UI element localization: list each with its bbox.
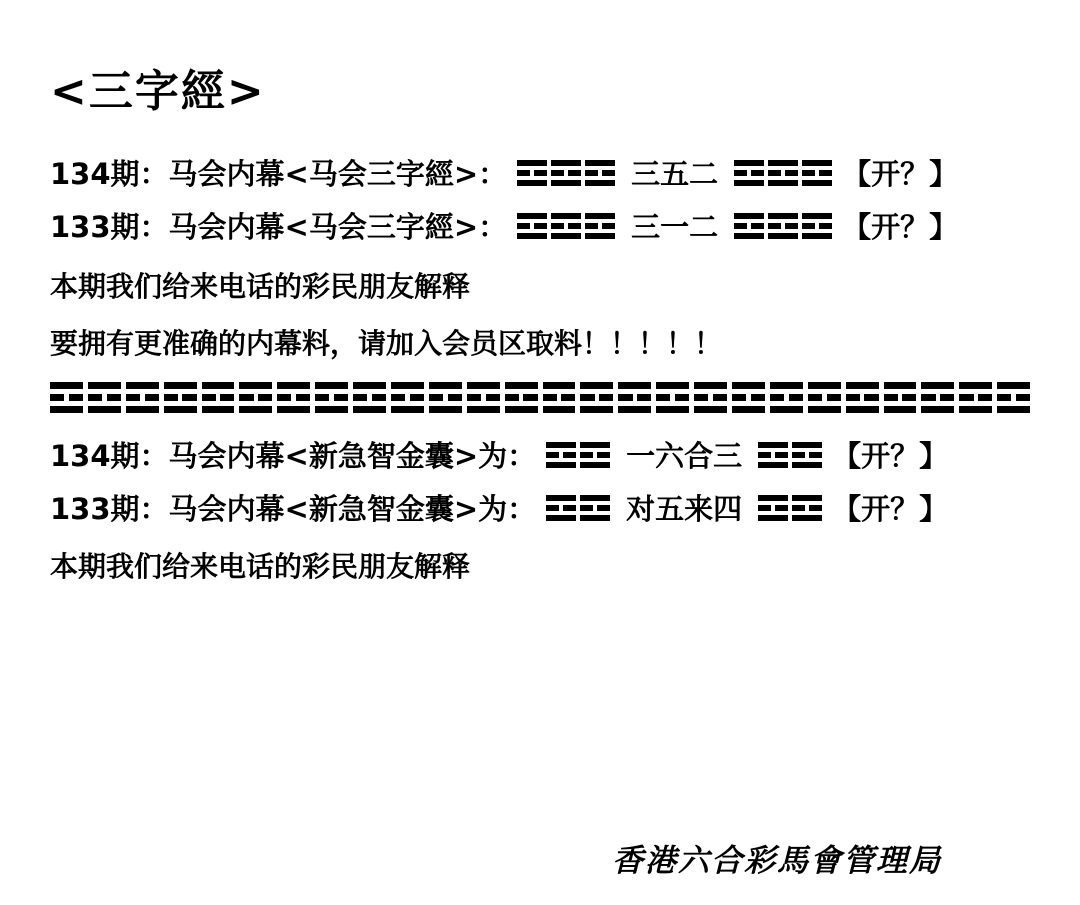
- hexagram-bars-left: [546, 442, 610, 468]
- line-134-sanzijing-suffix: 【开？】: [842, 157, 959, 191]
- note-join-member-text: 要拥有更准确的内幕料，请加入会员区取料！！！！！: [50, 327, 723, 360]
- hexagram-bars-right: [734, 160, 832, 186]
- line-133-jinnang: [50, 487, 948, 528]
- line-134-jinnang-suffix: 【开？】: [832, 439, 949, 473]
- hexagram-bars-right: [758, 495, 822, 521]
- hexagram-bars-right: [734, 213, 832, 239]
- divider-hexagram-band: [50, 382, 1030, 413]
- line-133-sanzijing: [50, 205, 958, 246]
- note-explain-2-text: 本期我们给来电话的彩民朋友解释: [50, 550, 471, 583]
- line-134-jinnang-prefix: 134期：马会内幕<新急智金囊>为：: [50, 439, 537, 473]
- line-133-sanzijing-code: 三一二: [631, 210, 719, 244]
- line-134-jinnang: [50, 434, 948, 475]
- line-134-sanzijing-prefix: 134期：马会内幕<马会三字經>：: [50, 157, 508, 191]
- line-134-sanzijing-code: 三五二: [631, 157, 719, 191]
- line-133-sanzijing-prefix: 133期：马会内幕<马会三字經>：: [50, 210, 508, 244]
- note-explain-2: [50, 545, 470, 585]
- line-133-jinnang-prefix: 133期：马会内幕<新急智金囊>为：: [50, 492, 537, 526]
- hexagram-bars-left: [546, 495, 610, 521]
- note-explain-1-text: 本期我们给来电话的彩民朋友解释: [50, 270, 471, 303]
- footer-signature: 香港六合彩馬會管理局: [612, 843, 942, 879]
- hexagram-bars-right: [758, 442, 822, 468]
- line-133-jinnang-suffix: 【开？】: [832, 492, 949, 526]
- line-134-sanzijing: [50, 152, 958, 193]
- hexagram-bars-left: [517, 213, 615, 239]
- note-explain-1: [50, 265, 470, 305]
- note-join-member: [50, 322, 722, 362]
- page-title: <三字經>: [50, 66, 266, 117]
- line-133-sanzijing-suffix: 【开？】: [842, 210, 959, 244]
- hexagram-bars-left: [517, 160, 615, 186]
- line-134-jinnang-code: 一六合三: [626, 439, 743, 473]
- line-133-jinnang-code: 对五来四: [626, 492, 743, 526]
